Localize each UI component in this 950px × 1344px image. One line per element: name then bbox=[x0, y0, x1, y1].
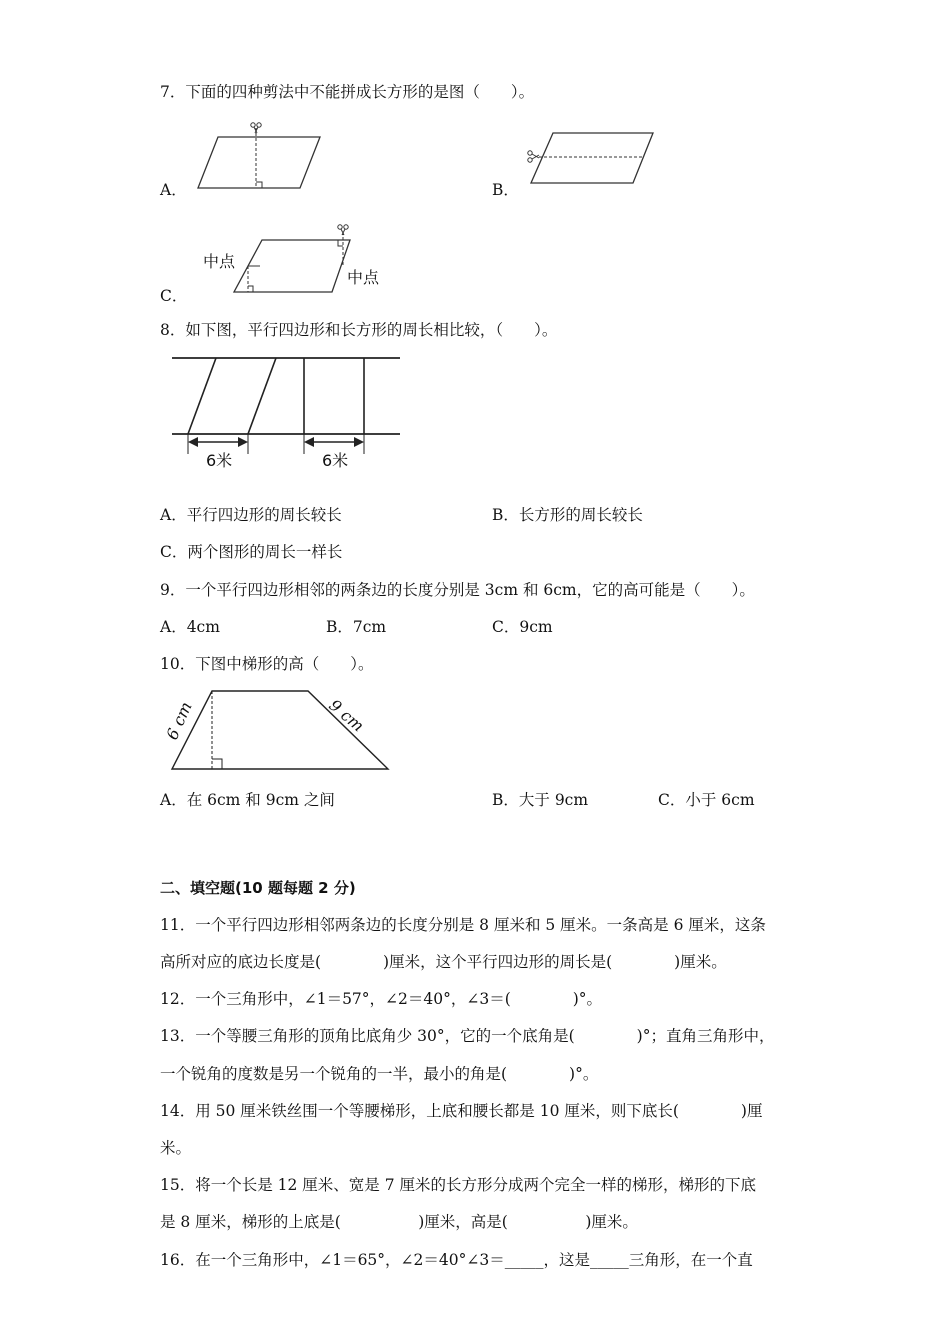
q10-option-c[interactable]: C．小于 6cm bbox=[658, 791, 755, 809]
q10-figure bbox=[160, 685, 400, 775]
q10-option-b[interactable]: B．大于 9cm bbox=[492, 791, 589, 809]
q7-option-a[interactable]: A． bbox=[160, 181, 187, 199]
q7-figure-a bbox=[190, 120, 330, 195]
q10-stem: 10．下图中梯形的高（ ）。 bbox=[160, 655, 374, 673]
q12-line1: 12．一个三角形中，∠1＝57°，∠2＝40°，∠3＝( )°。 bbox=[160, 990, 603, 1008]
q14-line1: 14．用 50 厘米铁丝围一个等腰梯形，上底和腰长都是 10 厘米，则下底长( )厘 bbox=[160, 1102, 763, 1120]
q7-fig-c-label-midpoint-right: 中点 bbox=[347, 268, 380, 287]
scissors-icon bbox=[338, 225, 348, 235]
q7-fig-c-label-midpoint-left: 中点 bbox=[203, 252, 236, 271]
q9-stem: 9．一个平行四边形相邻的两条边的长度分别是 3cm 和 6cm，它的高可能是（ ）。 bbox=[160, 581, 755, 599]
q15-line1: 15．将一个长是 12 厘米、宽是 7 厘米的长方形分成两个完全一样的梯形，梯形的下底 bbox=[160, 1176, 757, 1194]
q13-line2: 一个锐角的度数是另一个锐角的一半，最小的角是( )°。 bbox=[160, 1065, 599, 1083]
q9-option-a[interactable]: A．4cm bbox=[160, 618, 220, 636]
q7-figure-c bbox=[200, 222, 390, 297]
q8-fig-label-left: 6米 bbox=[206, 451, 233, 470]
q7-option-b[interactable]: B． bbox=[492, 181, 519, 199]
q9-option-c[interactable]: C．9cm bbox=[492, 618, 553, 636]
q15-line2: 是 8 厘米，梯形的上底是( )厘米，高是( )厘米。 bbox=[160, 1213, 638, 1231]
q8-option-b[interactable]: B．长方形的周长较长 bbox=[492, 506, 643, 524]
section-title-fill-in: 二、填空题(10 题每题 2 分) bbox=[160, 879, 356, 897]
scissors-icon bbox=[251, 123, 261, 133]
q8-stem: 8．如下图，平行四边形和长方形的周长相比较，（ ）。 bbox=[160, 321, 558, 339]
q13-line1: 13．一个等腰三角形的顶角比底角少 30°，它的一个底角是( )°；直角三角形中， bbox=[160, 1027, 775, 1045]
scissors-icon bbox=[528, 151, 539, 162]
q8-figure bbox=[168, 350, 408, 475]
q10-option-a[interactable]: A．在 6cm 和 9cm 之间 bbox=[160, 791, 335, 809]
q14-line2: 米。 bbox=[160, 1139, 192, 1157]
q7-figure-b bbox=[525, 125, 660, 190]
q7-option-c[interactable]: C． bbox=[160, 287, 188, 305]
q10-fig-left-label: 6 cm bbox=[162, 698, 196, 743]
q16-line1: 16．在一个三角形中，∠1＝65°，∠2＝40°∠3＝_____，这是_____三角形，在一个直 bbox=[160, 1251, 753, 1269]
q11-line1: 11．一个平行四边形相邻两条边的长度分别是 8 厘米和 5 厘米。一条高是 6 厘米，这条 bbox=[160, 916, 766, 934]
q8-option-a[interactable]: A．平行四边形的周长较长 bbox=[160, 506, 342, 524]
q10-fig-right-label: 9 cm bbox=[325, 695, 368, 736]
q9-option-b[interactable]: B．7cm bbox=[326, 618, 387, 636]
q11-line2: 高所对应的底边长度是( )厘米，这个平行四边形的周长是( )厘米。 bbox=[160, 953, 727, 971]
q8-fig-label-right: 6米 bbox=[322, 451, 349, 470]
q8-option-c[interactable]: C．两个图形的周长一样长 bbox=[160, 543, 343, 561]
q7-stem: 7．下面的四种剪法中不能拼成长方形的是图（ ）。 bbox=[160, 83, 535, 101]
